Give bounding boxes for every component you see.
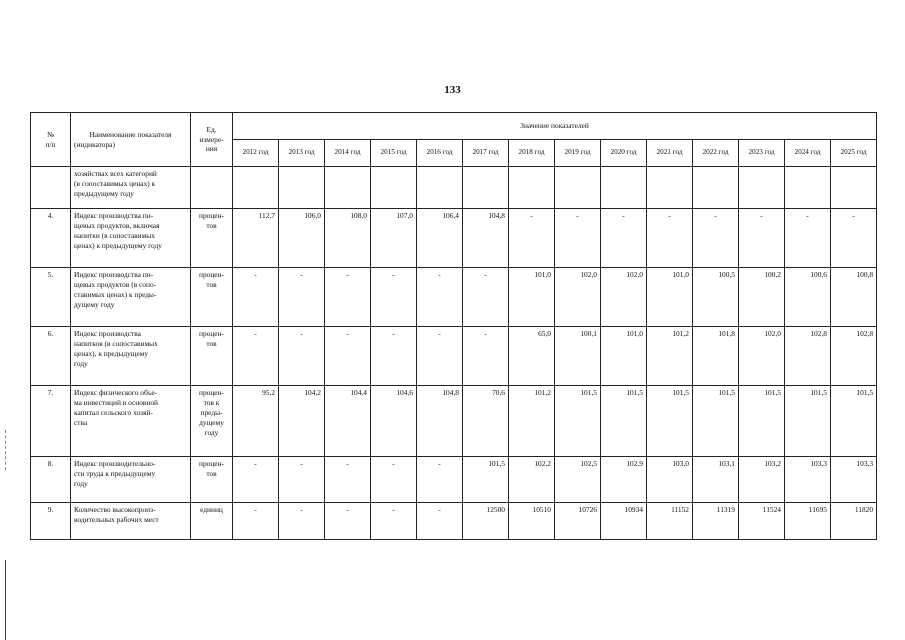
indicator-value: -: [417, 503, 463, 540]
indicator-name: хозяйствах всех категорий (в сопоставимых ценах) к предыдущему году: [71, 167, 191, 209]
indicator-value: 103,3: [831, 457, 877, 503]
indicator-value: 101,5: [463, 457, 509, 503]
indicator-value: 107,0: [371, 209, 417, 268]
unit-of-measure: процен- тов: [191, 457, 233, 503]
indicator-value: 11152: [647, 503, 693, 540]
table-row: [31, 457, 877, 503]
indicator-value: 102,5: [555, 457, 601, 503]
indicator-value: 106,4: [417, 209, 463, 268]
table-body: [31, 167, 877, 540]
indicator-name: Количество высокопроиз- водительных рабочих мест: [71, 503, 191, 540]
header-year: 2025 год: [831, 140, 877, 167]
indicator-value: 104,8: [463, 209, 509, 268]
unit-of-measure: процен- тов: [191, 327, 233, 386]
header-year: 2012 год: [233, 140, 279, 167]
indicator-name: Индекс производства пи- щевых продуктов, включая напитки (в сопоставимых ценах) к предыдущему году: [71, 209, 191, 268]
indicator-value: 102,2: [509, 457, 555, 503]
indicator-value: 11820: [831, 503, 877, 540]
indicator-value: 102,8: [785, 327, 831, 386]
indicator-value: 102,8: [831, 327, 877, 386]
indicator-value: 100,5: [693, 268, 739, 327]
indicator-value: 108,0: [325, 209, 371, 268]
indicator-value: -: [739, 209, 785, 268]
indicator-value: [647, 167, 693, 209]
indicator-value: -: [417, 268, 463, 327]
indicator-value: -: [279, 457, 325, 503]
indicator-value: -: [371, 503, 417, 540]
indicator-value: -: [233, 503, 279, 540]
row-number: 7.: [31, 386, 71, 457]
indicator-value: -: [785, 209, 831, 268]
header-year: 2014 год: [325, 140, 371, 167]
unit-of-measure: единиц: [191, 503, 233, 540]
header-values-title: Значение показателей: [233, 113, 877, 140]
indicator-value: 101,0: [601, 327, 647, 386]
header-year: 2021 год: [647, 140, 693, 167]
header-year: 2022 год: [693, 140, 739, 167]
header-year: 2016 год: [417, 140, 463, 167]
indicator-value: 10934: [601, 503, 647, 540]
row-number: [31, 167, 71, 209]
indicator-value: 104,8: [417, 386, 463, 457]
indicator-value: 104,6: [371, 386, 417, 457]
header-year: 2024 год: [785, 140, 831, 167]
indicator-value: 102,0: [555, 268, 601, 327]
table-row: [31, 386, 877, 457]
indicator-value: -: [279, 327, 325, 386]
indicator-name: Индекс физического объе- ма инвестиций в основной капитал сельского хозяй- ства: [71, 386, 191, 457]
indicator-value: 101,0: [509, 268, 555, 327]
indicator-value: [371, 167, 417, 209]
indicator-value: [509, 167, 555, 209]
indicator-value: 10726: [555, 503, 601, 540]
table-row: [31, 209, 877, 268]
unit-of-measure: [191, 167, 233, 209]
header-unit: Ед. измере- ния: [191, 113, 233, 167]
row-number: 6.: [31, 327, 71, 386]
indicator-value: -: [233, 268, 279, 327]
indicator-value: -: [601, 209, 647, 268]
indicator-value: 101,5: [739, 386, 785, 457]
header-name: Наименование показателя (индикатора): [71, 113, 191, 167]
indicator-value: [831, 167, 877, 209]
indicator-value: -: [371, 268, 417, 327]
indicator-value: 101,5: [647, 386, 693, 457]
row-number: 8.: [31, 457, 71, 503]
indicator-value: 101,5: [785, 386, 831, 457]
indicator-value: 104,4: [325, 386, 371, 457]
indicator-value: 103,2: [739, 457, 785, 503]
indicator-value: -: [693, 209, 739, 268]
header-year: 2023 год: [739, 140, 785, 167]
indicator-value: 100,8: [831, 268, 877, 327]
indicator-value: -: [233, 457, 279, 503]
indicator-value: -: [647, 209, 693, 268]
header-year: 2013 год: [279, 140, 325, 167]
left-margin-line-lower: [5, 560, 6, 640]
unit-of-measure: процен- тов к преды- дущему году: [191, 386, 233, 457]
header-year: 2015 год: [371, 140, 417, 167]
header-num: № п/п: [31, 113, 71, 167]
indicator-value: 10510: [509, 503, 555, 540]
indicator-value: -: [279, 268, 325, 327]
unit-of-measure: процен- тов: [191, 268, 233, 327]
indicator-value: 103,3: [785, 457, 831, 503]
indicator-value: 101,5: [693, 386, 739, 457]
indicator-value: 11695: [785, 503, 831, 540]
indicator-value: -: [233, 327, 279, 386]
indicator-name: Индекс производительно- сти труда к предыдущему году: [71, 457, 191, 503]
indicator-value: [417, 167, 463, 209]
indicator-value: -: [509, 209, 555, 268]
indicator-value: 95,2: [233, 386, 279, 457]
indicator-value: -: [555, 209, 601, 268]
indicator-value: 65,0: [509, 327, 555, 386]
table-row: [31, 167, 877, 209]
indicator-value: [279, 167, 325, 209]
indicator-value: 101,8: [693, 327, 739, 386]
indicator-value: 103,1: [693, 457, 739, 503]
indicator-value: 101,0: [647, 268, 693, 327]
indicator-value: -: [371, 327, 417, 386]
indicator-value: -: [371, 457, 417, 503]
indicator-value: 100,6: [785, 268, 831, 327]
header-year: 2019 год: [555, 140, 601, 167]
indicator-value: 106,0: [279, 209, 325, 268]
indicator-value: [555, 167, 601, 209]
indicator-value: -: [325, 268, 371, 327]
header-year: 2020 год: [601, 140, 647, 167]
table-row: [31, 268, 877, 327]
indicator-value: -: [417, 327, 463, 386]
indicator-value: 112,7: [233, 209, 279, 268]
indicator-value: 12500: [463, 503, 509, 540]
indicator-value: -: [463, 327, 509, 386]
indicator-value: 11319: [693, 503, 739, 540]
indicator-value: 70,6: [463, 386, 509, 457]
header-year: 2017 год: [463, 140, 509, 167]
table-row: [31, 503, 877, 540]
indicator-value: 102,0: [739, 327, 785, 386]
table-header-row-1: [31, 113, 877, 140]
page-number: 133: [444, 84, 461, 96]
row-number: 5.: [31, 268, 71, 327]
indicator-value: [463, 167, 509, 209]
indicator-value: -: [325, 327, 371, 386]
indicator-value: 11524: [739, 503, 785, 540]
indicator-value: [233, 167, 279, 209]
indicator-value: [785, 167, 831, 209]
indicator-value: -: [831, 209, 877, 268]
indicator-name: Индекс производства напитков (в сопоставимых ценах), к предыдущему году: [71, 327, 191, 386]
indicator-name: Индекс производства пи- щевых продуктов (в сопо- ставимых ценах) к преды- дущему году: [71, 268, 191, 327]
indicator-value: 101,2: [509, 386, 555, 457]
indicator-value: 101,2: [647, 327, 693, 386]
row-number: 4.: [31, 209, 71, 268]
indicator-value: [325, 167, 371, 209]
table-row: [31, 327, 877, 386]
indicator-value: 103,0: [647, 457, 693, 503]
indicator-value: [601, 167, 647, 209]
indicator-value: -: [463, 268, 509, 327]
indicator-value: 102,9: [601, 457, 647, 503]
indicator-value: -: [279, 503, 325, 540]
indicator-value: 101,5: [555, 386, 601, 457]
row-number: 9.: [31, 503, 71, 540]
indicator-value: 104,2: [279, 386, 325, 457]
indicator-value: 102,0: [601, 268, 647, 327]
indicators-table: [30, 112, 877, 540]
indicator-value: -: [417, 457, 463, 503]
indicator-value: -: [325, 503, 371, 540]
indicator-value: [739, 167, 785, 209]
indicator-value: 100,1: [555, 327, 601, 386]
header-year: 2018 год: [509, 140, 555, 167]
indicator-value: 101,5: [601, 386, 647, 457]
left-margin-line: [5, 430, 6, 470]
indicator-value: 100,2: [739, 268, 785, 327]
unit-of-measure: процен- тов: [191, 209, 233, 268]
indicator-value: 101,5: [831, 386, 877, 457]
indicator-value: [693, 167, 739, 209]
indicator-value: -: [325, 457, 371, 503]
